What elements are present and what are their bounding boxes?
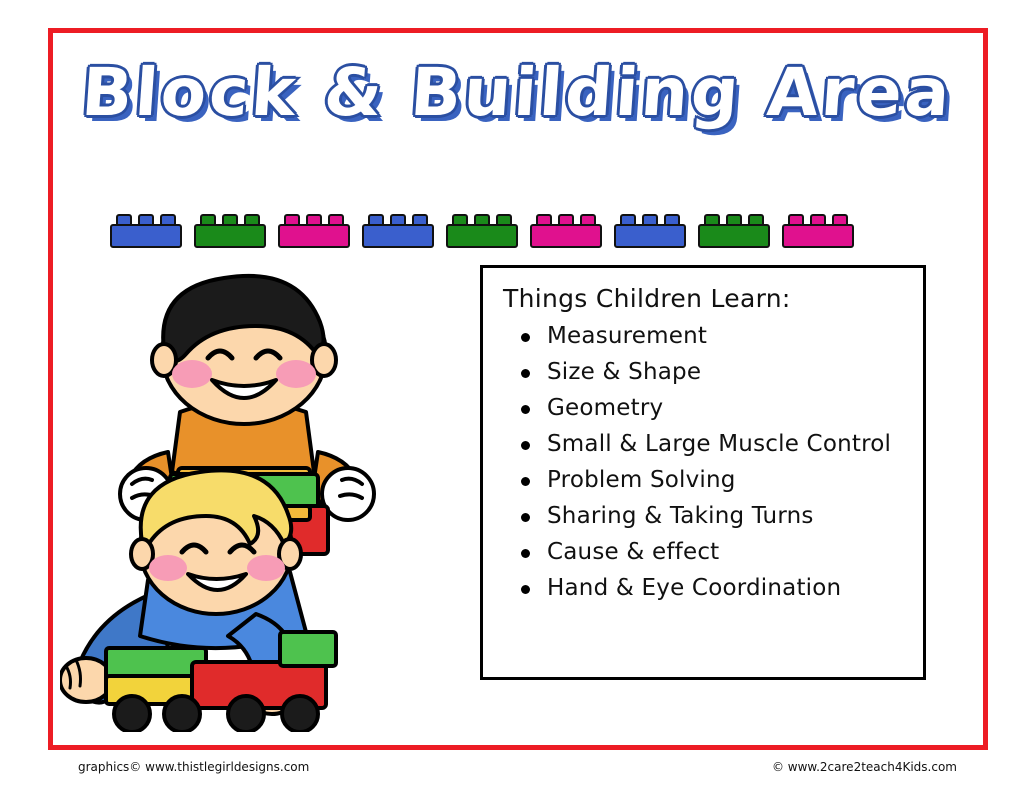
- list-item: Measurement: [517, 319, 905, 355]
- lego-body: [446, 224, 518, 248]
- copyright-credit: © www.2care2teach4Kids.com: [771, 760, 957, 774]
- children-with-blocks-illustration: [60, 262, 480, 732]
- lego-body: [698, 224, 770, 248]
- list-item: Small & Large Muscle Control: [517, 427, 905, 463]
- lego-block: [446, 214, 518, 248]
- lego-body: [782, 224, 854, 248]
- lego-body: [194, 224, 266, 248]
- list-item: Hand & Eye Coordination: [517, 571, 905, 607]
- graphics-credit: graphics© www.thistlegirldesigns.com: [78, 760, 310, 774]
- learn-list: [501, 319, 905, 607]
- lego-block: [278, 214, 350, 248]
- lego-block-strip: [110, 192, 910, 248]
- lego-body: [278, 224, 350, 248]
- list-item: Size & Shape: [517, 355, 905, 391]
- list-item: Problem Solving: [517, 463, 905, 499]
- lego-body: [530, 224, 602, 248]
- lego-body: [110, 224, 182, 248]
- lego-block: [110, 214, 182, 248]
- learn-box-heading: Things Children Learn:: [503, 284, 791, 313]
- list-item: Cause & effect: [517, 535, 905, 571]
- list-item: Geometry: [517, 391, 905, 427]
- lego-block: [614, 214, 686, 248]
- lego-block: [782, 214, 854, 248]
- lego-block: [698, 214, 770, 248]
- lego-body: [362, 224, 434, 248]
- things-children-learn-box: [480, 265, 926, 680]
- lego-body: [614, 224, 686, 248]
- lego-block: [362, 214, 434, 248]
- lego-block: [530, 214, 602, 248]
- list-item: Sharing & Taking Turns: [517, 499, 905, 535]
- lego-block: [194, 214, 266, 248]
- page-title: Block & Building Area: [79, 54, 956, 131]
